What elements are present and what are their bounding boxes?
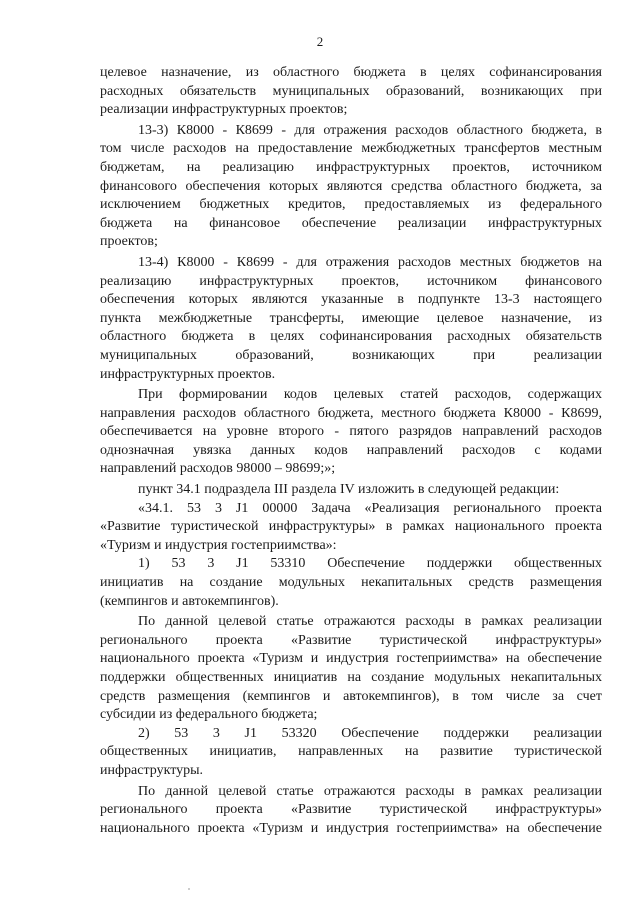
- text-line: расходных обязательств муниципальных образований, возникающих при: [100, 83, 602, 99]
- text-line: пункта межбюджетные трансферты, имеющие целевое назначение, из: [100, 310, 602, 326]
- text-line: регионального проекта «Развитие туристической инфраструктуры»: [100, 632, 602, 648]
- text-line: реализацию инфраструктурных проектов, источником финансового: [100, 273, 602, 289]
- text-line: «Туризм и индустрия гостеприимства»:: [100, 537, 337, 553]
- text-line: направлений расходов 98000 – 98699;»;: [100, 461, 336, 477]
- text-line: пункт 34.1 подраздела III раздела IV изложить в следующей редакции:: [138, 482, 560, 498]
- paragraph-subitem-53320: [100, 725, 602, 781]
- text-line: областного бюджета в целях софинансирования расходных обязательств: [100, 329, 602, 345]
- text-line: (кемпингов и автокемпингов).: [100, 593, 279, 609]
- text-line: По данной целевой статье отражаются расходы в рамках реализации: [138, 614, 602, 630]
- text-line: регионального проекта «Развитие туристической инфраструктуры»: [100, 802, 602, 818]
- text-line: инициатив на создание модульных некапитальных средств размещения: [100, 575, 602, 591]
- text-line: том числе расходов на предоставление межбюджетных трансфертов местным: [100, 141, 602, 157]
- paragraph-item-34-1: [100, 500, 602, 556]
- text-line: поддержки общественных инициатив на создание модульных некапитальных: [100, 670, 602, 685]
- text-line: субсидии из федерального бюджета;: [100, 707, 318, 723]
- paragraph-budget-purpose-continuation: [100, 64, 602, 120]
- text-line: инфраструктурных проектов.: [100, 366, 276, 382]
- paragraph-amendment-instruction: [100, 481, 602, 500]
- text-line: 2) 53 3 J1 53320 Обеспечение поддержки реализации: [138, 725, 602, 741]
- text-line: общественных инициатив, направленных на развитие туристической: [100, 744, 602, 760]
- paragraph-53310-description: [100, 613, 602, 725]
- page-number: 2: [316, 34, 324, 49]
- scan-speck: [188, 888, 190, 890]
- text-line: 13-3) К8000 - К8699 - для отражения расходов областного бюджета, в: [138, 122, 602, 138]
- paragraph-subitem-53310: [100, 555, 602, 611]
- text-line: обеспечивается на уровне второго - пятого разрядов направлений расходов: [100, 424, 602, 440]
- text-line: финансового обеспечения которых являются средства областного бюджета, за: [100, 178, 602, 194]
- text-line: бюджета на финансовое обеспечение реализации инфраструктурных: [100, 215, 602, 231]
- text-line: направления расходов областного бюджета, местного бюджета К8000 - К8699,: [100, 405, 602, 421]
- text-line: «Развитие туристической инфраструктуры» в рамках национального проекта: [100, 519, 602, 535]
- paragraph-item-13-3: [100, 122, 602, 252]
- text-line: бюджетам, на реализацию инфраструктурных проектов, источником: [100, 159, 602, 175]
- text-line: целевое назначение, из областного бюджета в целях софинансирования: [100, 65, 602, 80]
- text-line: инфраструктуры.: [100, 762, 204, 778]
- text-line: По данной целевой статье отражаются расходы в рамках реализации: [138, 783, 602, 799]
- text-line: национального проекта «Туризм и индустрия гостеприимства» на обеспечение: [100, 651, 602, 667]
- text-line: При формировании кодов целевых статей расходов, содержащих: [138, 387, 602, 403]
- text-line: муниципальных образований, возникающих при реализации: [100, 347, 602, 363]
- text-line: национального проекта «Туризм и индустрия гостеприимства» на обеспечение: [100, 820, 602, 836]
- paragraph-code-formation: [100, 386, 602, 479]
- text-line: однозначная увязка данных кодов направлений расходов с кодами: [100, 442, 602, 458]
- paragraph-53320-description: [100, 783, 602, 839]
- text-line: реализации инфраструктурных проектов;: [100, 102, 348, 118]
- text-line: средств размещения (кемпингов и автокемпингов), в том числе за счет: [100, 688, 602, 704]
- text-line: обеспечения которых являются указанные в подпункте 13-3 настоящего: [100, 292, 602, 308]
- document-body: [100, 64, 602, 838]
- text-line: исключением бюджетных кредитов, предоставляемых из федерального: [100, 197, 602, 213]
- text-line: 13-4) К8000 - К8699 - для отражения расходов местных бюджетов на: [138, 254, 602, 270]
- text-line: проектов;: [100, 234, 158, 250]
- paragraph-item-13-4: [100, 254, 602, 384]
- text-line: «34.1. 53 3 J1 00000 Задача «Реализация регионального проекта: [138, 500, 602, 516]
- text-line: 1) 53 3 J1 53310 Обеспечение поддержки общественных: [138, 556, 602, 572]
